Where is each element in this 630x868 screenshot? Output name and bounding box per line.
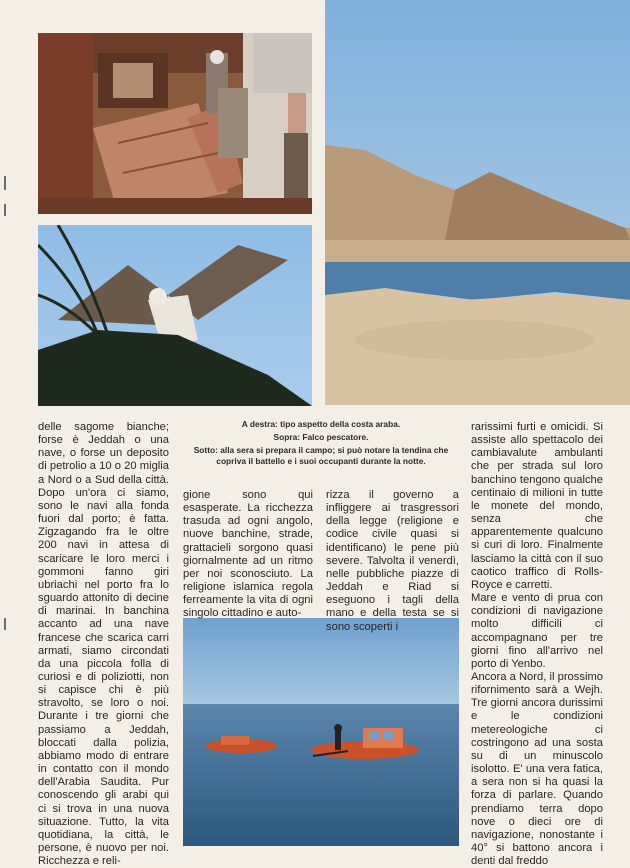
text-column-3 (326, 489, 459, 634)
photo-osprey (38, 225, 312, 406)
text-column-4 (471, 421, 603, 868)
column-4-paragraph-1: rarissimi furti e omicidi. Si assiste allo spettacolo dei cambiavalute ambulanti che per strada sul loro banchino tengono qualche centinaio di milioni in tutte le monete del mondo, senza che apparentemente qualcuno si curi di loro. Finalmente lasciamo la città con il suo caotico traffico di Rolls-Royce e carretti. (471, 421, 603, 591)
column-4-paragraph-3: Ancora a Nord, il prossimo rifornimento sarà a Wejh. Tre giorni ancora durissimi e le condizioni metereologiche ci costringono ad una sosta su di un minuscolo isolotto. E' una vera fatica, a sera non si ha quasi la forza di parlare. Quando prendiamo terra dopo nove o dieci ore di navigazione, nonostante i 40° si battono ancora i denti dal freddo (471, 670, 603, 868)
column-2-text: gione sono qui esasperate. La ricchezza trasuda ad ogni angolo, nuove banchine, strade, grattacieli sorgono quasi giornalmente ad un ritmo per noi sconosciuto. La religione islamica regola ferreamente la vita di ogni singolo cittadino e auto- (183, 489, 313, 620)
column-1-text: delle sagome bianche; forse è Jeddah o una nave, o forse un deposito di petrolio a 10 o 20 miglia a Nord o a Sud della città. Dopo un'ora ci siamo, sono le navi alla fonda fuori dal porto; è fatta. Zigzagando fra le oltre 200 navi in attesa di scaricare le loro merci i gommoni fanno giri ubriachi nel porto fra lo sguardo attonito di decine di marinai. In banchina accanto ad una nave francese che scarica carri armati, siamo circondati da una piccola folla di curiosi e di poliziotti, non si capisce chi è più stravolto, se loro o noi. Durante i tre giorni che passiamo a Jeddah, bloccati dalla polizia, abbiamo modo di entrare in contatto con il mondo dell'Arabia Saudita. Pur conoscendo gli arabi qui ci si trova in una nuova situazione. Tutto, la vita quotidiana, la città, le persone, è nuovo per noi. Ricchezza e reli- (38, 421, 169, 868)
photo-captions (183, 419, 459, 466)
caption-line-1: A destra: tipo aspetto della costa araba. (241, 419, 401, 429)
gutter-mark (4, 618, 6, 630)
column-3-text: rizza il governo a infliggere ai trasgressori della legge (religione e codice civile quasi si identificano) le pene più severe. Talvolta il venerdì, nelle pubbliche piazze di Jeddah e Riad si eseguono i tagli della mano e della testa se si sono scoperti i (326, 489, 459, 633)
caption-line-2: Sopra: Falco pescatore. (273, 432, 369, 443)
caption-line-3: Sotto: alla sera si prepara il campo; si può notare la tendina che copriva il battello e i suoi occupanti durante la notte. (193, 445, 449, 466)
gutter-mark (4, 176, 6, 190)
photo-desert-coast (325, 0, 630, 405)
photo-boats (183, 618, 459, 846)
column-4-paragraph-2: Mare e vento di prua con condizioni di navigazione molto difficili ci accompagnano per tre giorni fino all'arrivo nel porto di Yenbo. (471, 592, 603, 670)
text-column-1 (38, 421, 169, 868)
text-column-2 (183, 489, 313, 621)
photo-market (38, 33, 312, 214)
gutter-mark (4, 204, 6, 216)
